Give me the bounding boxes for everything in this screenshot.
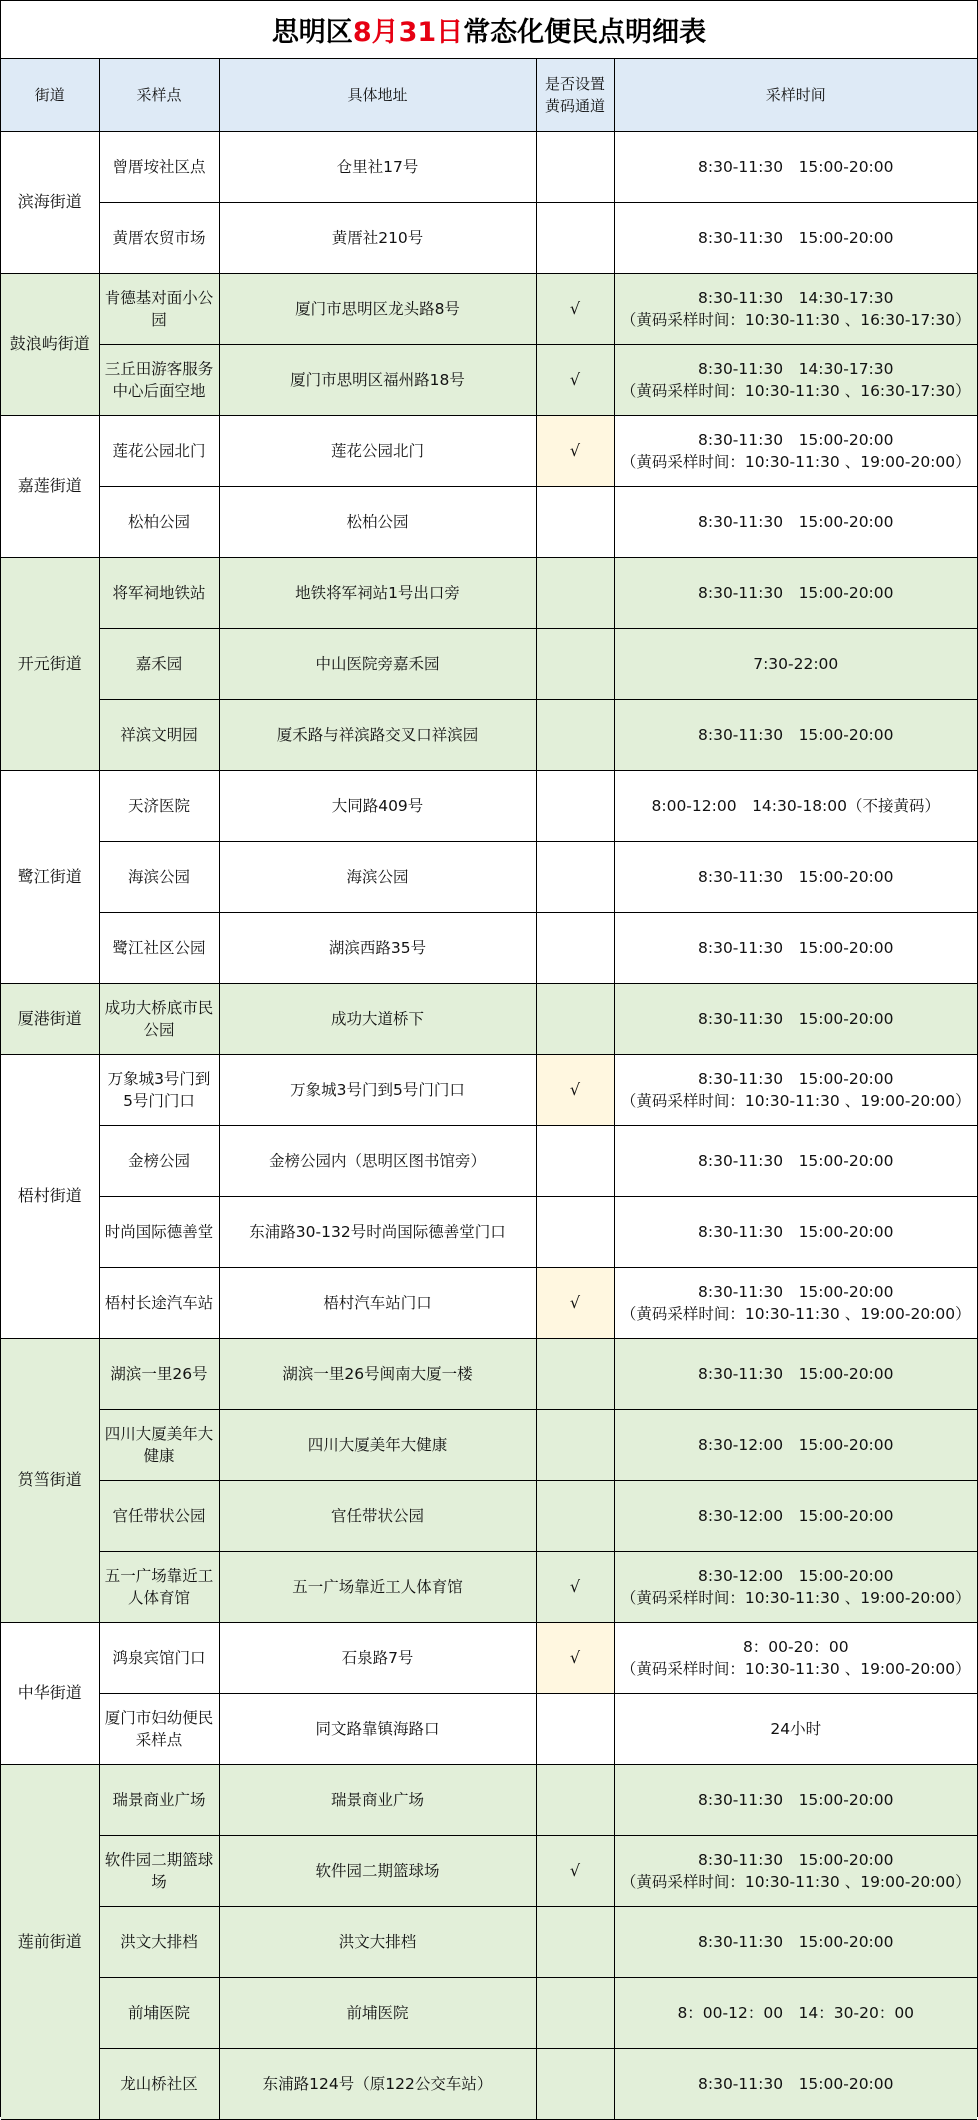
yellow-channel-cell [536,2048,614,2119]
time-cell [614,1338,977,1409]
time-main: 8:30-11:30 15:00-20:00 [698,1151,894,1170]
yellow-channel-cell [536,202,614,273]
table-row [1,486,977,557]
time-main: 8:30-11:30 15:00-20:00 [698,1790,894,1809]
address-cell: 梧村汽车站门口 [219,1267,536,1338]
yellow-channel-cell: √ [536,1551,614,1622]
district-cell: 滨海街道 [1,131,99,273]
site-cell: 金榜公园 [99,1125,219,1196]
site-cell: 洪文大排档 [99,1906,219,1977]
yellow-channel-cell [536,1764,614,1835]
title-date: 8月31日 [352,17,464,48]
time-cell [614,770,977,841]
address-cell: 软件园二期篮球场 [219,1835,536,1906]
time-main: 8:30-11:30 15:00-20:00 [698,725,894,744]
header-address: 具体地址 [219,59,536,131]
site-cell: 莲花公园北门 [99,415,219,486]
yellow-channel-cell [536,1906,614,1977]
time-main: 8:30-11:30 15:00-20:00 [698,512,894,531]
time-yellow-note: （黄码采样时间：10:30-11:30 、19:00-20:00） [620,452,971,471]
address-cell: 仓里社17号 [219,131,536,202]
site-cell: 万象城3号门到5号门门口 [99,1054,219,1125]
time-yellow-note: （黄码采样时间：10:30-11:30 、19:00-20:00） [620,1659,971,1678]
yellow-channel-cell [536,912,614,983]
table-row [1,912,977,983]
site-cell: 湖滨一里26号 [99,1338,219,1409]
time-cell [614,1409,977,1480]
table-row [1,2048,977,2119]
yellow-channel-cell [536,1338,614,1409]
address-cell: 大同路409号 [219,770,536,841]
address-cell: 金榜公园内（思明区图书馆旁） [219,1125,536,1196]
time-main: 8:30-11:30 15:00-20:00 [698,1850,894,1869]
address-cell: 湖滨一里26号闽南大厦一楼 [219,1338,536,1409]
time-cell [614,1196,977,1267]
site-cell: 天济医院 [99,770,219,841]
site-cell: 龙山桥社区 [99,2048,219,2119]
time-yellow-note: （黄码采样时间：10:30-11:30 、19:00-20:00） [620,1872,971,1891]
time-cell [614,202,977,273]
time-main: 8:30-11:30 15:00-20:00 [698,1222,894,1241]
time-main: 8:30-12:00 15:00-20:00 [698,1566,894,1585]
time-cell [614,1835,977,1906]
site-cell: 时尚国际德善堂 [99,1196,219,1267]
site-cell: 官任带状公园 [99,1480,219,1551]
time-main: 8:30-11:30 15:00-20:00 [698,1364,894,1383]
title-suffix: 常态化便民点明细表 [463,17,707,48]
address-cell: 成功大道桥下 [219,983,536,1054]
yellow-channel-cell [536,1196,614,1267]
table-row [1,1054,977,1125]
site-cell: 海滨公园 [99,841,219,912]
address-cell: 厦门市思明区龙头路8号 [219,273,536,344]
time-cell [614,628,977,699]
address-cell: 官任带状公园 [219,1480,536,1551]
time-main: 8:30-11:30 14:30-17:30 [698,359,894,378]
header-time: 采样时间 [614,59,977,131]
time-cell [614,486,977,557]
district-cell: 开元街道 [1,557,99,770]
time-cell [614,699,977,770]
table-row [1,1196,977,1267]
time-cell [614,415,977,486]
site-cell: 成功大桥底市民公园 [99,983,219,1054]
site-cell: 瑞景商业广场 [99,1764,219,1835]
time-main: 24小时 [770,1719,822,1738]
site-cell: 松柏公园 [99,486,219,557]
time-cell [614,983,977,1054]
header-row [1,59,977,131]
yellow-channel-cell [536,486,614,557]
time-cell [614,1764,977,1835]
time-main: 8:30-12:00 15:00-20:00 [698,1506,894,1525]
table-row [1,1551,977,1622]
yellow-channel-cell: √ [536,415,614,486]
address-cell: 厦门市思明区福州路18号 [219,344,536,415]
yellow-channel-cell [536,770,614,841]
time-cell [614,1693,977,1764]
site-cell: 软件园二期篮球场 [99,1835,219,1906]
site-cell: 三丘田游客服务中心后面空地 [99,344,219,415]
table-row [1,202,977,273]
time-cell [614,1054,977,1125]
site-cell: 梧村长途汽车站 [99,1267,219,1338]
time-main: 8:30-11:30 15:00-20:00 [698,430,894,449]
district-cell: 鹭江街道 [1,770,99,983]
yellow-channel-cell [536,1977,614,2048]
district-cell: 嘉莲街道 [1,415,99,557]
table-row [1,131,977,202]
table-row [1,770,977,841]
table-row [1,1622,977,1693]
yellow-channel-cell [536,1409,614,1480]
address-cell: 洪文大排档 [219,1906,536,1977]
time-cell [614,2048,977,2119]
yellow-channel-cell [536,1125,614,1196]
time-main: 8:30-11:30 15:00-20:00 [698,867,894,886]
yellow-channel-cell: √ [536,1622,614,1693]
address-cell: 瑞景商业广场 [219,1764,536,1835]
yellow-channel-cell [536,983,614,1054]
time-cell [614,1622,977,1693]
title-prefix: 思明区 [271,17,353,48]
time-cell [614,131,977,202]
header-site: 采样点 [99,59,219,131]
yellow-channel-cell: √ [536,344,614,415]
time-main: 8:30-11:30 15:00-20:00 [698,1009,894,1028]
address-cell: 海滨公园 [219,841,536,912]
site-cell: 曾厝垵社区点 [99,131,219,202]
table-row [1,1480,977,1551]
table-row [1,1693,977,1764]
district-cell: 莲前街道 [1,1764,99,2119]
address-cell: 石泉路7号 [219,1622,536,1693]
table-row [1,983,977,1054]
time-yellow-note: （黄码采样时间：10:30-11:30 、19:00-20:00） [620,1091,971,1110]
time-yellow-note: （黄码采样时间：10:30-11:30 、16:30-17:30） [620,310,971,329]
address-cell: 万象城3号门到5号门门口 [219,1054,536,1125]
time-cell [614,344,977,415]
site-cell: 鸿泉宾馆门口 [99,1622,219,1693]
time-main: 8:30-11:30 15:00-20:00 [698,157,894,176]
time-main: 8:30-11:30 15:00-20:00 [698,228,894,247]
yellow-channel-cell [536,557,614,628]
address-cell: 东浦路30-132号时尚国际德善堂门口 [219,1196,536,1267]
site-cell: 将军祠地铁站 [99,557,219,628]
yellow-channel-cell: √ [536,273,614,344]
time-main: 8：00-12：00 14：30-20：00 [677,2003,915,2022]
yellow-channel-cell [536,1480,614,1551]
schedule-table [1,59,977,2120]
address-cell: 厦禾路与祥滨路交叉口祥滨园 [219,699,536,770]
district-cell: 鼓浪屿街道 [1,273,99,415]
district-cell: 梧村街道 [1,1054,99,1338]
district-cell: 筼筜街道 [1,1338,99,1622]
time-yellow-note: （黄码采样时间：10:30-11:30 、16:30-17:30） [620,381,971,400]
address-cell: 湖滨西路35号 [219,912,536,983]
yellow-channel-cell [536,1693,614,1764]
site-cell: 嘉禾园 [99,628,219,699]
page-title [1,1,977,59]
district-cell: 中华街道 [1,1622,99,1764]
time-main: 8:30-11:30 15:00-20:00 [698,2074,894,2093]
address-cell: 莲花公园北门 [219,415,536,486]
time-cell [614,1551,977,1622]
table-row [1,1409,977,1480]
address-cell: 黄厝社210号 [219,202,536,273]
table-row [1,628,977,699]
table-row [1,841,977,912]
district-cell: 厦港街道 [1,983,99,1054]
time-yellow-note: （黄码采样时间：10:30-11:30 、19:00-20:00） [620,1588,971,1607]
time-cell [614,1906,977,1977]
time-main: 8:30-11:30 15:00-20:00 [698,583,894,602]
address-cell: 五一广场靠近工人体育馆 [219,1551,536,1622]
yellow-channel-cell [536,699,614,770]
site-cell: 厦门市妇幼便民采样点 [99,1693,219,1764]
table-row [1,557,977,628]
time-cell [614,1267,977,1338]
table-row [1,699,977,770]
time-main: 7:30-22:00 [753,654,839,673]
time-cell [614,912,977,983]
table-row [1,415,977,486]
site-cell: 黄厝农贸市场 [99,202,219,273]
time-cell [614,1480,977,1551]
site-cell: 前埔医院 [99,1977,219,2048]
time-main: 8:30-11:30 15:00-20:00 [698,1069,894,1088]
header-district: 街道 [1,59,99,131]
time-cell [614,1125,977,1196]
table-body [1,131,977,2119]
time-cell [614,557,977,628]
site-cell: 鹭江社区公园 [99,912,219,983]
address-cell: 东浦路124号（原122公交车站） [219,2048,536,2119]
yellow-channel-cell: √ [536,1054,614,1125]
address-cell: 松柏公园 [219,486,536,557]
yellow-channel-cell: √ [536,1267,614,1338]
time-main: 8:30-11:30 15:00-20:00 [698,1282,894,1301]
table-row [1,1764,977,1835]
table-row [1,1267,977,1338]
table-row [1,344,977,415]
site-cell: 祥滨文明园 [99,699,219,770]
site-cell: 五一广场靠近工人体育馆 [99,1551,219,1622]
yellow-channel-cell [536,131,614,202]
time-main: 8:30-12:00 15:00-20:00 [698,1435,894,1454]
address-cell: 四川大厦美年大健康 [219,1409,536,1480]
site-cell: 四川大厦美年大健康 [99,1409,219,1480]
address-cell: 中山医院旁嘉禾园 [219,628,536,699]
table-row [1,1835,977,1906]
site-cell: 肯德基对面小公园 [99,273,219,344]
time-yellow-note: （黄码采样时间：10:30-11:30 、19:00-20:00） [620,1304,971,1323]
time-main: 8:30-11:30 14:30-17:30 [698,288,894,307]
address-cell: 同文路靠镇海路口 [219,1693,536,1764]
address-cell: 前埔医院 [219,1977,536,2048]
table-row [1,1906,977,1977]
table-row [1,1977,977,2048]
yellow-channel-cell [536,841,614,912]
time-main: 8:00-12:00 14:30-18:00（不接黄码） [651,796,940,815]
time-cell [614,1977,977,2048]
yellow-channel-cell [536,628,614,699]
table-row [1,1338,977,1409]
time-cell [614,841,977,912]
table-row [1,1125,977,1196]
time-cell [614,273,977,344]
time-main: 8:30-11:30 15:00-20:00 [698,938,894,957]
yellow-channel-cell: √ [536,1835,614,1906]
time-main: 8:30-11:30 15:00-20:00 [698,1932,894,1951]
address-cell: 地铁将军祠站1号出口旁 [219,557,536,628]
time-main: 8：00-20：00 [742,1637,849,1656]
header-yellow-channel: 是否设置黄码通道 [536,59,614,131]
table-row [1,273,977,344]
